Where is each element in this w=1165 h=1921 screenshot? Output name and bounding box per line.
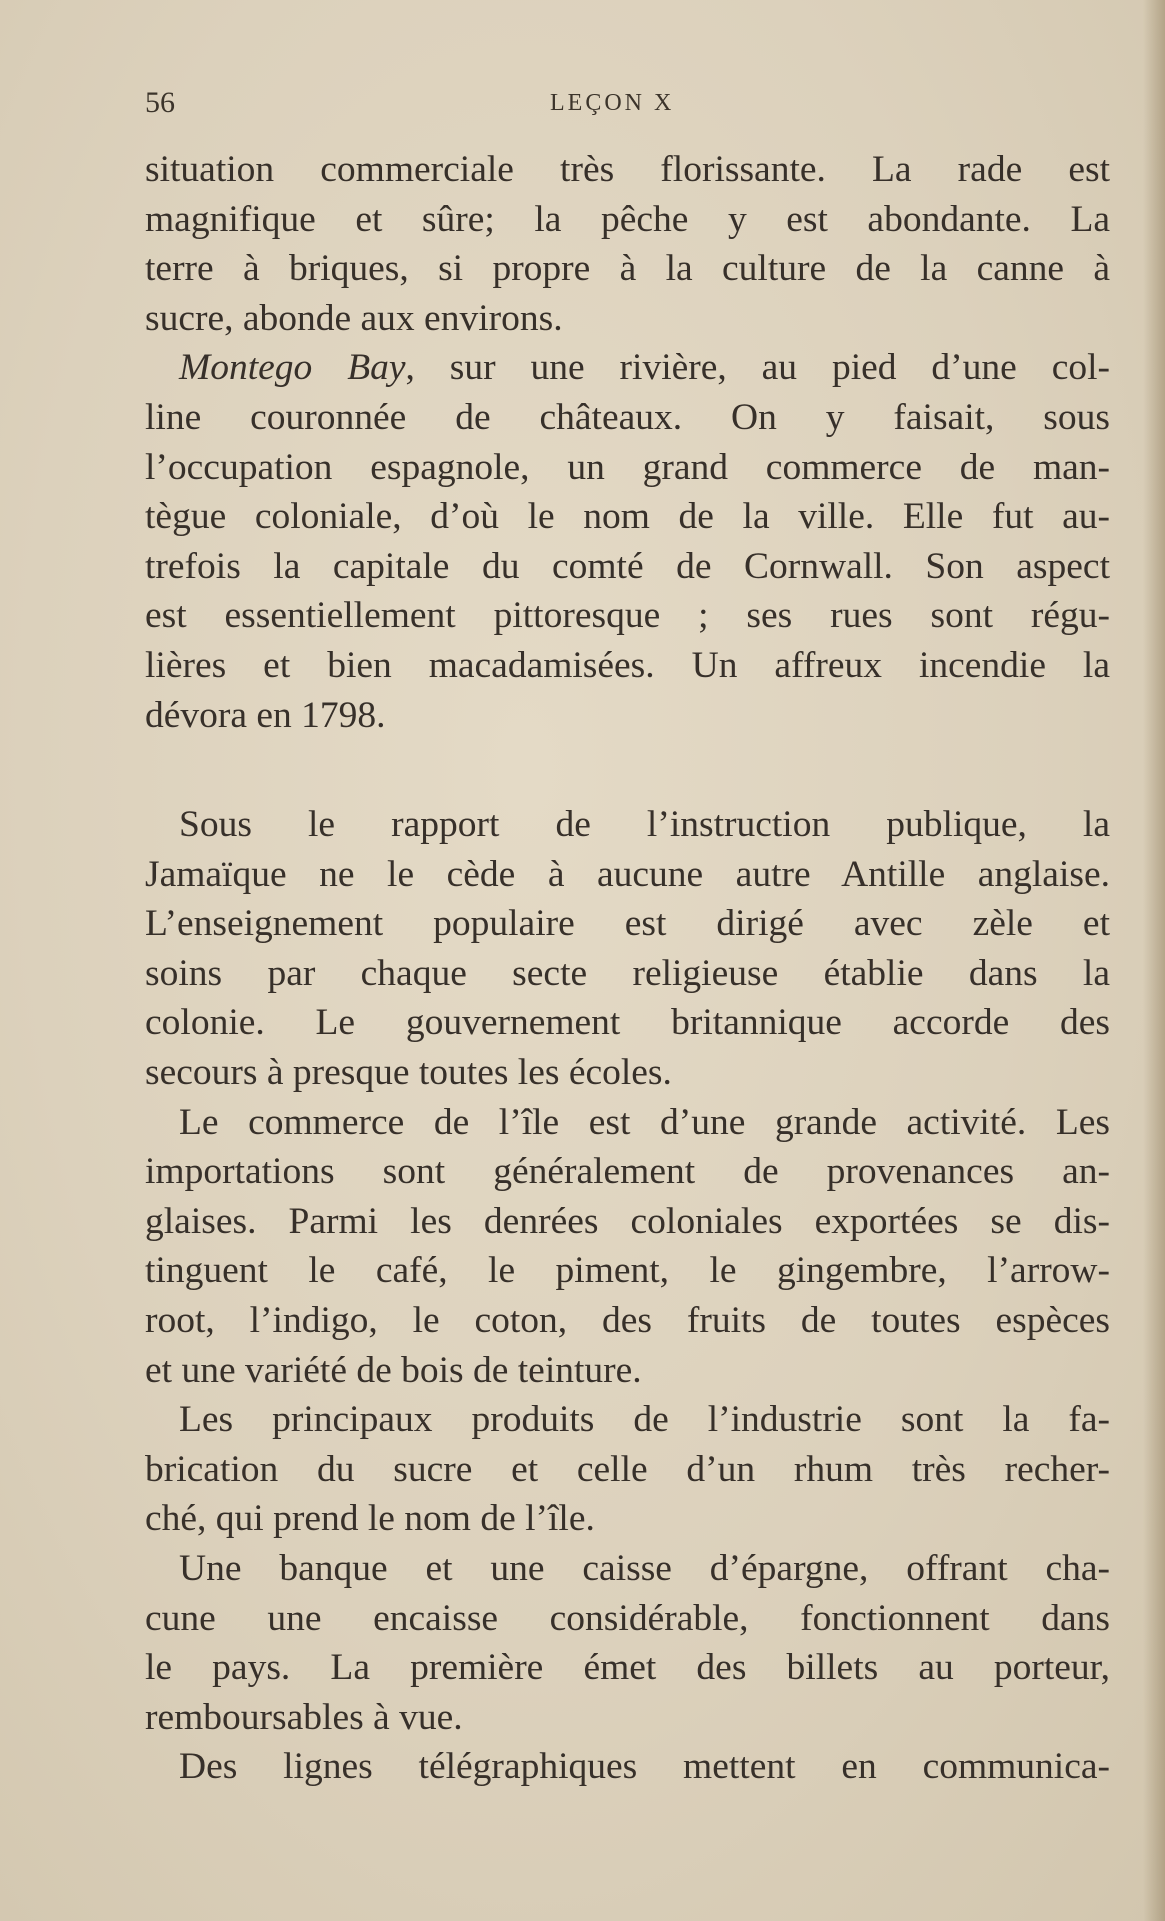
text-line: dévora en 1798. <box>145 694 386 736</box>
text-line: ché, qui prend le nom de l’île. <box>145 1498 595 1540</box>
text-line: glaises. Parmi les denrées coloniales exportées se dis- <box>145 1200 1110 1242</box>
text-line: et une variété de bois de teinture. <box>145 1349 642 1391</box>
text-line: terre à briques, si propre à la culture de la canne à <box>145 248 1110 290</box>
text-line: Une banque et une caisse d’épargne, offrant cha- <box>179 1547 1110 1589</box>
text-block-upper <box>145 145 1110 740</box>
montego-bay-first-line <box>145 343 1110 393</box>
text-line: cune une encaisse considérable, fonctionnent dans <box>145 1597 1110 1639</box>
text-line: situation commerciale très florissante. La rade est <box>145 149 1110 190</box>
text-line: Sous le rapport de l’instruction publique, la <box>179 804 1110 845</box>
text-line: line couronnée de châteaux. On y faisait, sous <box>145 396 1110 438</box>
text-line: Des lignes télégraphiques mettent en communica- <box>179 1746 1110 1788</box>
text-line: colonie. Le gouvernement britannique accorde des <box>145 1002 1110 1044</box>
text-line: Le commerce de l’île est d’une grande activité. Les <box>179 1101 1110 1143</box>
text-line: importations sont généralement de provenances an- <box>145 1151 1110 1193</box>
text-line: lières et bien macadamisées. Un affreux incendie la <box>145 644 1110 686</box>
text-line: sucre, abonde aux environs. <box>145 297 563 339</box>
text-line: root, l’indigo, le coton, des fruits de toutes espèces <box>145 1299 1110 1341</box>
text-line: magnifique et sûre; la pêche y est abondante. La <box>145 198 1110 240</box>
text-line: secours à presque toutes les écoles. <box>145 1051 672 1093</box>
text-line: soins par chaque secte religieuse établie dans la <box>145 952 1110 994</box>
text-line: le pays. La première émet des billets au porteur, <box>145 1647 1110 1689</box>
text-line: remboursables à vue. <box>145 1696 463 1738</box>
text-line: trefois la capitale du comté de Cornwall. Son aspect <box>145 545 1110 587</box>
text-fragment: , sur une rivière, au pied d’une col- <box>405 347 1110 389</box>
place-name-montego-bay: Montego Bay <box>179 347 406 389</box>
page-header <box>145 86 1115 126</box>
text-line: L’enseignement populaire est dirigé avec zèle et <box>145 903 1110 945</box>
text-line: l’occupation espagnole, un grand commerce de man- <box>145 446 1110 488</box>
text-line: brication du sucre et celle d’un rhum très recher- <box>145 1448 1110 1490</box>
page-edge-shadow <box>1143 0 1165 1921</box>
running-head: LEÇON X <box>550 90 675 116</box>
text-line: tinguent le café, le piment, le gingembre, l’arrow- <box>145 1250 1110 1292</box>
text-line: Jamaïque ne le cède à aucune autre Antille anglaise. <box>145 853 1110 895</box>
text-line: tègue coloniale, d’où le nom de la ville. Elle fut au- <box>145 496 1110 538</box>
text-line: Les principaux produits de l’industrie sont la fa- <box>179 1399 1110 1441</box>
text-block-lower <box>145 800 1110 1792</box>
text-line: est essentiellement pittoresque ; ses rues sont régu- <box>145 595 1110 637</box>
page-number: 56 <box>145 86 175 119</box>
